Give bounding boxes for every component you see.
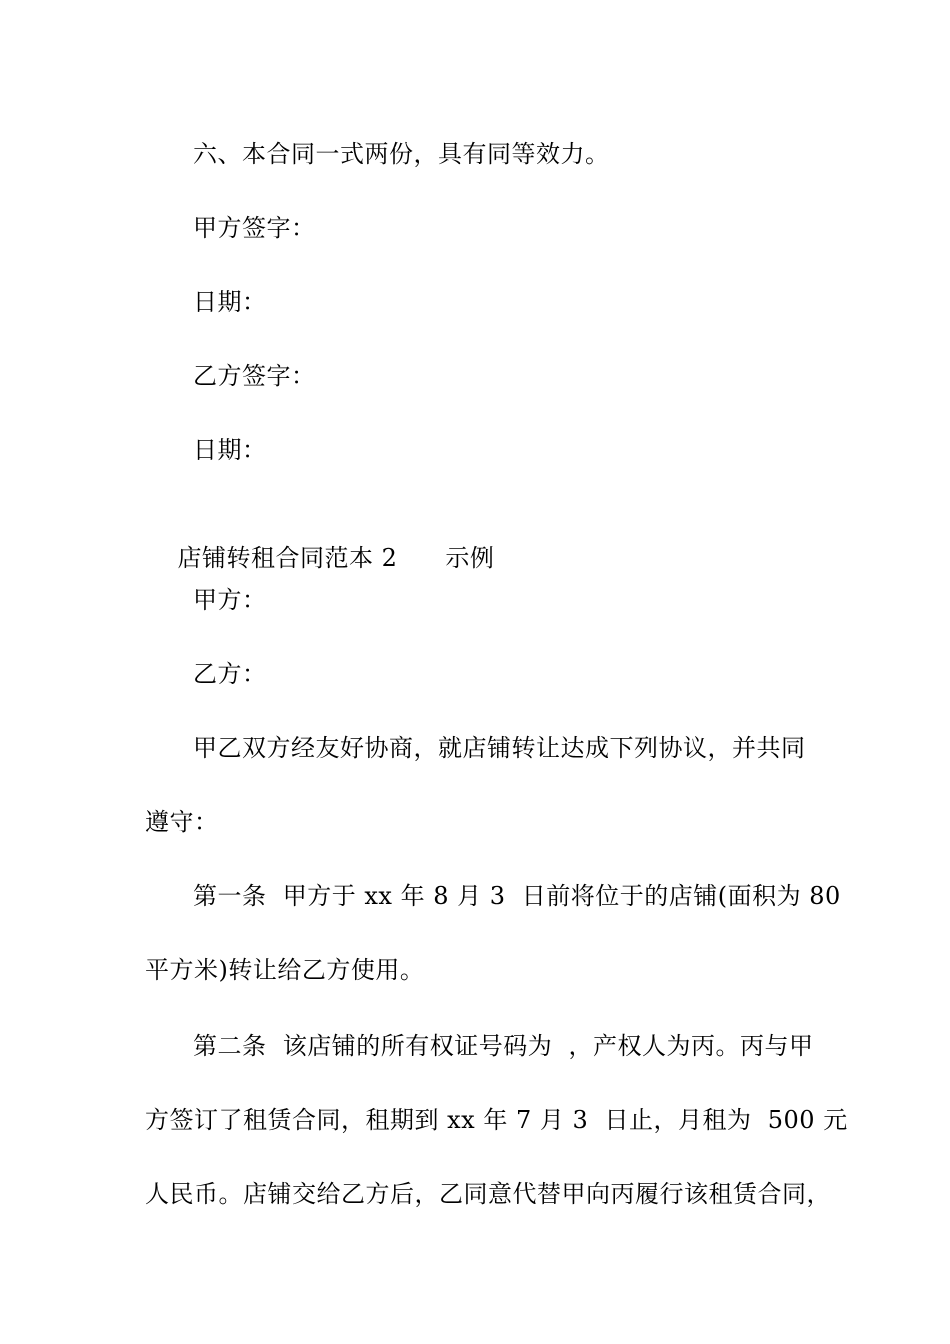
article-two-line-2: 方签订了租赁合同，租期到 xx 年 7 月 3 日止，月租为 500 元: [145, 1106, 848, 1134]
article-two-line-3: 人民币。店铺交给乙方后，乙同意代替甲向丙履行该租赁合同，: [145, 1180, 831, 1208]
party-b-label: 乙方：: [193, 660, 267, 688]
article-two-line-1: 第二条 该店铺的所有权证号码为 ，产权人为丙。丙与甲: [193, 1032, 814, 1060]
agreement-intro-line-1: 甲乙双方经友好协商，就店铺转让达成下列协议，并共同: [193, 734, 806, 762]
party-b-date-label: 日期：: [193, 436, 267, 464]
contract-title-main: 店铺转租合同范本 2: [177, 544, 398, 572]
party-a-date-label: 日期：: [193, 288, 267, 316]
article-one-line-2: 平方米)转让给乙方使用。: [145, 956, 425, 984]
agreement-intro-line-2: 遵守：: [145, 808, 219, 836]
party-b-signature-label: 乙方签字：: [193, 362, 316, 390]
article-one-line-1: 第一条 甲方于 xx 年 8 月 3 日前将位于的店铺(面积为 80: [193, 882, 841, 910]
party-a-label: 甲方：: [193, 586, 267, 614]
clause-six-text: 六、本合同一式两份，具有同等效力。: [193, 140, 610, 168]
contract-title-suffix: 示例: [445, 544, 495, 572]
party-a-signature-label: 甲方签字：: [193, 214, 316, 242]
